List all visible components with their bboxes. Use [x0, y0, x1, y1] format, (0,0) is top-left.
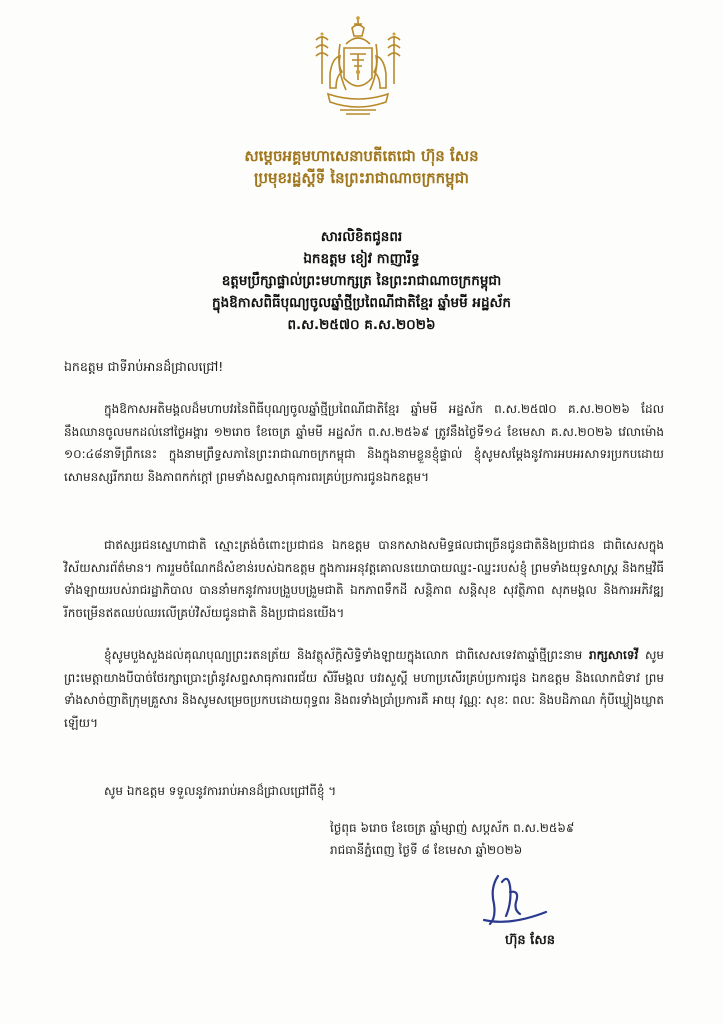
date-solar: រាជធានីភ្នំពេញ ថ្ងៃទី ៨ ខែមេសា ឆ្នាំ២០២៦ [330, 843, 523, 857]
new-year-angel-name: រាក្សសាទេវី [588, 648, 639, 662]
blessing-text-start: ខ្ញុំសូមបួងសួងដល់គុណបុណ្យព្រះរតនត្រ័យ និងវត្ថុស័ក្តិសិទ្ធិទាំងឡាយក្នុងលោក ជាពិសេសទេវតាឆ្នាំថ្មីព្រះនាម [104, 648, 589, 662]
paragraph-blessing [64, 644, 664, 734]
signer-name: ហ៊ុន សែន [505, 933, 555, 948]
occasion-line: ក្នុងឱកាសពិធីបុណ្យចូលឆ្នាំថ្មីប្រពៃណីជាតិខ្មែរ ឆ្នាំមមី អដ្ឋស័ក [212, 295, 511, 311]
royal-arms-emblem [306, 14, 410, 126]
letter-title: សារលិខិតជូនពរ [320, 229, 403, 245]
paragraph-greeting: ក្នុងឱកាសអតិមង្គលដ៏មហាបវរនៃពិធីបុណ្យចូលឆ្នាំថ្មីប្រពៃណីជាតិខ្មែរ ឆ្នាំមមី អដ្ឋស័ក ព.ស.២៥៧០ គ.ស.២០២៦ ដែលនឹងឈានចូលមកដល់នៅថ្ងៃអង្គារ ១២រោច ខែចេត្រ ឆ្នាំមមី អដ្ឋស័ក ព.ស.២៥៦៩ ត្រូវនឹងថ្ងៃទី១៤ ខែមេសា គ.ស.២០២៦ វេលាម៉ោង ១០:៤៨នាទីព្រឹកនេះ ក្នុងនាមព្រឹទ្ធសភានៃព្រះរាជាណាចក្រកម្ពុជា និងក្នុងនាមខ្លួនខ្ញុំផ្ទាល់ ខ្ញុំសូមសម្តែងនូវការអបអរសាទរប្រកបដោយសោមនស្សរីករាយ និងភាពកក់ក្តៅ ព្រមទាំងសព្ទសាធុការពរគ្រប់ប្រការជូនឯកឧត្តម។ [64, 402, 664, 484]
occasion-year: ព.ស.២៥៧០ គ.ស.២០២៦ [287, 317, 436, 333]
handwritten-signature [480, 868, 550, 930]
recipient-name: ឯកឧត្តម ខៀវ កាញារីទ្ធ [303, 251, 420, 267]
salutation: ឯកឧត្តម ជាទីរាប់អានដ៏ជ្រាលជ្រៅ! [64, 359, 224, 374]
recipient-position: ឧត្តមប្រឹក្សាផ្ទាល់ព្រះមហាក្សត្រ នៃព្រះរាជាណាចក្រកម្ពុជា [221, 273, 502, 289]
author-position: ប្រមុខរដ្ឋស្តីទី នៃព្រះរាជាណាចក្រកម្ពុជា [254, 169, 469, 187]
author-name: សម្តេចអគ្គមហាសេនាបតីតេជោ ហ៊ុន សែន [244, 147, 479, 165]
paragraph-closing: សូម ឯកឧត្តម ទទួលនូវការរាប់អានដ៏ជ្រាលជ្រៅពីខ្ញុំ ។ [104, 784, 337, 798]
paragraph-achievements: ជាឥស្សរជនស្នេហាជាតិ ស្មោះត្រង់ចំពោះប្រជាជន ឯកឧត្តម បានកសាងសមិទ្ធផលជាច្រើនជូនជាតិនិងប្រជាជន ជាពិសេសក្នុងវិស័យសារព័ត៌មាន។ ការរួមចំណែកដ៏សំខាន់របស់ឯកឧត្តម ក្នុងការអនុវត្តគោលនយោបាយឈ្នះ-ឈ្នះរបស់ខ្ញុំ ព្រមទាំងយុទ្ធសាស្ត្រ និងកម្មវិធីទាំងឡាយរបស់រាជរដ្ឋាភិបាល បាននាំមកនូវការបង្រួបបង្រួមជាតិ ឯកភាពទឹកដី សន្តិភាព សន្តិសុខ សុវត្ថិភាព សុភមង្គល និងការអភិវឌ្ឍរីកចម្រើនឥតឈប់ឈរលើគ្រប់វិស័យជូនជាតិ និងប្រជាជនយើង។ [64, 538, 664, 620]
date-lunar: ថ្ងៃពុធ ៦រោច ខែចេត្រ ឆ្នាំម្សាញ់ សប្តស័ក ព.ស.២៥៦៩ [330, 821, 575, 835]
blessing-text-end: សូមព្រះមេត្តាយាងបីបាច់ថែរក្សាប្រោះព្រំនូវសព្ទសាធុការពរជ័យ សិរីមង្គល បវរសួស្តី មហាប្រសើរគ្រប់ប្រការជូន ឯកឧត្តម និងលោកជំទាវ ព្រមទាំងសាច់ញាតិក្រុមគ្រួសារ និងសូមសម្រេចប្រកបដោយពុទ្ធពរ និងពរទាំងប្រាំប្រការគឺ អាយុ វណ្ណៈ សុខៈ ពលៈ និងបដិភាណ កុំបីឃ្លៀងឃ្លាតឡើយ។ [64, 648, 665, 730]
